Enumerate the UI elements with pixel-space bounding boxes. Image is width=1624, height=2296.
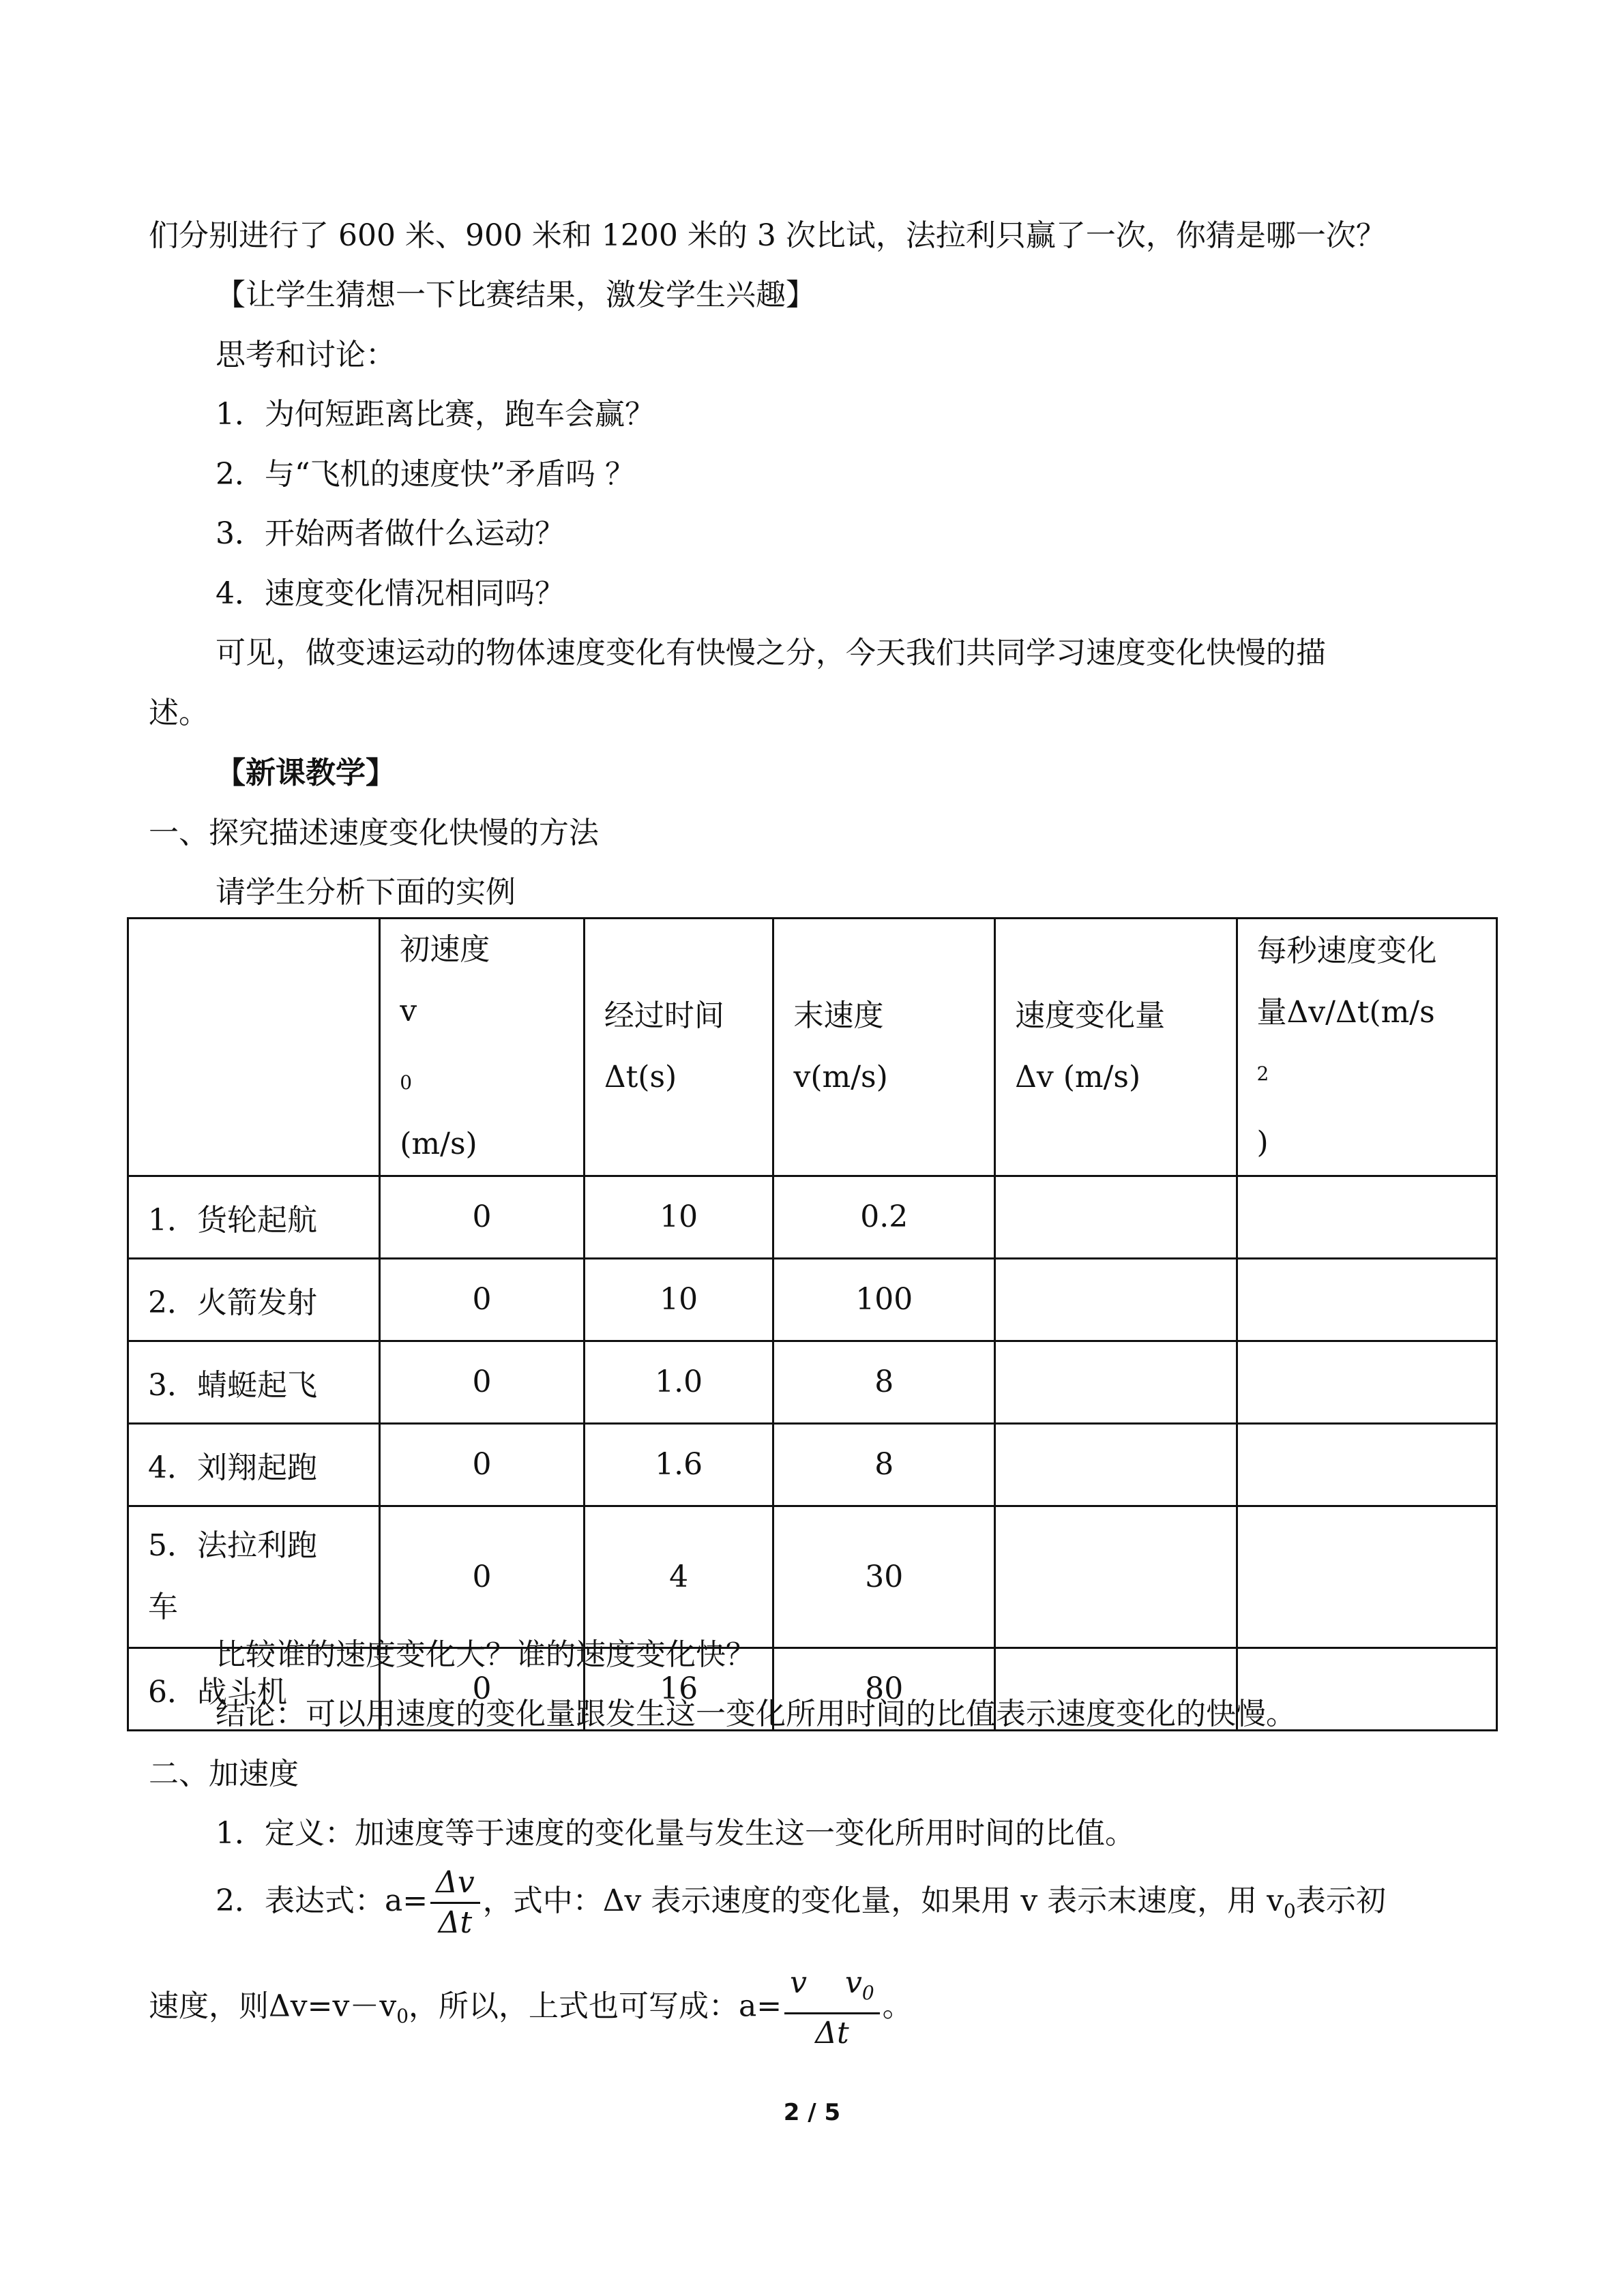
row-label: 1．货轮起航 [128,1176,380,1258]
paragraph-summary-cont: 述。 [149,696,209,730]
cell-t: 10 [584,1258,773,1341]
row-label: 6．战斗机 [128,1648,380,1730]
question-3: 3．开始两者做什么运动？ [216,516,565,551]
cell-v0: 0 [380,1506,585,1648]
question-4: 4．速度变化情况相同吗？ [216,576,565,611]
header-change-per-second: 每秒速度变化 量Δv/Δt(m/s $^2$ ) [1237,919,1497,1176]
cell-t: 10 [584,1176,773,1258]
cell-empty [995,1423,1237,1506]
cell-v0: 0 [380,1176,585,1258]
table-row [128,1341,1497,1423]
paragraph-summary: 可见，做变速运动的物体速度变化有快慢之分，今天我们共同学习速度变化快慢的描 [216,636,1326,670]
section-new-lesson: 【新课教学】 [216,756,396,790]
cell-t: 16 [584,1648,773,1730]
row-label: 2．火箭发射 [128,1258,380,1341]
heading-part-2: 二、加速度 [149,1757,299,1791]
cell-empty [1237,1176,1497,1258]
table-row [128,1423,1497,1506]
question-2: 2．与“飞机的速度快”矛盾吗 ？ [216,457,635,492]
cell-v: 8 [773,1341,995,1423]
table-intro: 请学生分析下面的实例 [216,875,516,910]
table-row [128,1258,1497,1341]
cell-empty [1237,1423,1497,1506]
expression-line: 2．表达式：a= $\frac{\Delta v}{\Delta t}$ ，式中：Δv 表示速度的变化量，如果用 v 表示末速度，用 $v_0$表示初 [216,1860,1386,1942]
header-initial-velocity: 初速度 v $_0$ (m/s) [380,919,585,1176]
table-row [128,1176,1497,1258]
cell-empty [1237,1258,1497,1341]
cell-t: 1.6 [584,1423,773,1506]
header-velocity-change: 速度变化量 Δv (m/s) [995,919,1237,1176]
row-label: 4．刘翔起跑 [128,1423,380,1506]
examples-table [127,917,1498,1731]
cell-v0: 0 [380,1648,585,1730]
page-number: 2 / 5 [783,2099,841,2126]
fraction-dv-dt: $\frac{\Delta v}{\Delta t}$ [430,1864,480,1942]
cell-v0: 0 [380,1423,585,1506]
table-row [128,1506,1497,1648]
cell-v: 30 [773,1506,995,1648]
cell-empty [995,1176,1237,1258]
expression-line-2: 速度，则$\Delta v=v-v_0$，所以，上式也可写成：a= $\frac{v v_0}{\Delta t}$ 。 [149,1964,913,2046]
cell-v: 8 [773,1423,995,1506]
teacher-note: 【让学生猜想一下比赛结果，激发学生兴趣】 [216,278,816,312]
cell-empty [995,1258,1237,1341]
header-empty [128,919,380,1176]
header-elapsed-time: 经过时间 Δt(s) [584,919,773,1176]
question-1: 1．为何短距离比赛，跑车会赢？ [216,397,655,432]
cell-v0: 0 [380,1341,585,1423]
header-final-velocity: 末速度 v(m/s) [773,919,995,1176]
definition: 1．定义：加速度等于速度的变化量与发生这一变化所用时间的比值。 [216,1816,1135,1851]
cell-t: 1.0 [584,1341,773,1423]
cell-v: 80 [773,1648,995,1730]
cell-empty [995,1506,1237,1648]
cell-t: 4 [584,1506,773,1648]
conclusion: 结论：可以用速度的变化量跟发生这一变化所用时间的比值表示速度变化的快慢。 [216,1697,1296,1731]
cell-empty [1237,1506,1497,1648]
paragraph-intro: 们分别进行了 600 米、900 米和 1200 米的 3 次比试，法拉利只赢了一次，你猜是哪一次？ [149,218,1386,253]
cell-v0: 0 [380,1258,585,1341]
row-label: 3．蜻蜓起飞 [128,1341,380,1423]
compare-question: 比较谁的速度变化大？谁的速度变化快？ [216,1637,756,1672]
discussion-heading: 思考和讨论： [216,338,396,372]
fraction-v-v0-dt: $\frac{v v_0}{\Delta t}$ [784,1964,880,2053]
table-header-row [128,919,1497,1176]
cell-v: 0.2 [773,1176,995,1258]
cell-empty [995,1341,1237,1423]
cell-v: 100 [773,1258,995,1341]
cell-empty [1237,1341,1497,1423]
row-label: 5．法拉利跑 车 [128,1506,380,1648]
heading-part-1: 一、探究描述速度变化快慢的方法 [149,816,599,850]
